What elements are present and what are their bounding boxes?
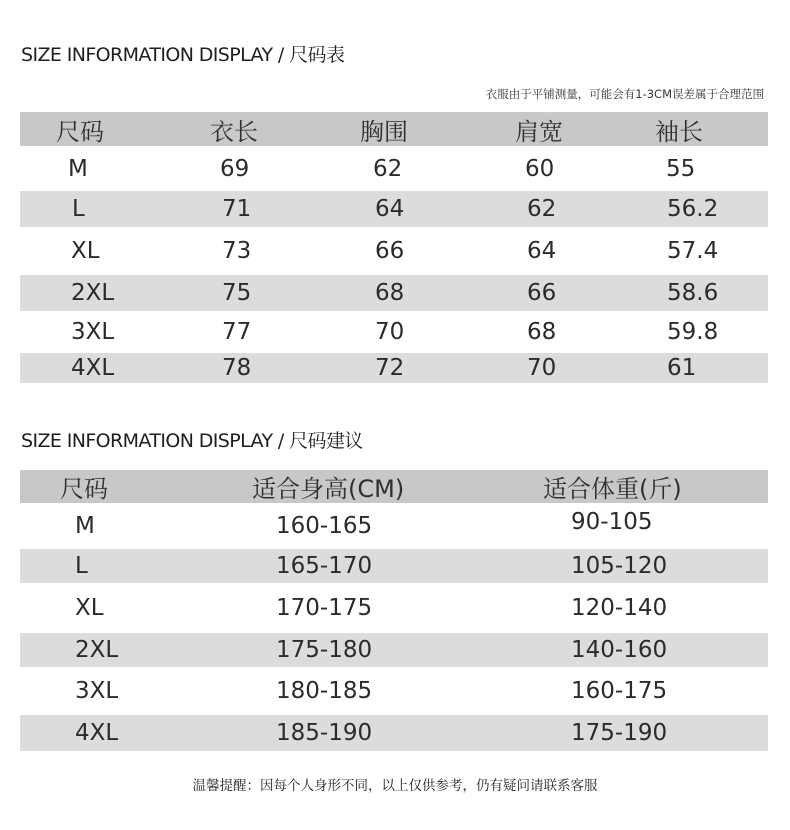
- cell-size: 4XL: [71, 355, 115, 381]
- suggest-table-header-row: [20, 470, 768, 503]
- cell-height: 175-180: [276, 637, 373, 663]
- cell-size: 3XL: [75, 678, 119, 704]
- cell-shoulder: 66: [527, 280, 557, 306]
- header-size: 尺码: [56, 117, 104, 146]
- cell-chest: 68: [375, 280, 405, 306]
- header-length: 衣长: [210, 117, 258, 146]
- measurement-note: 衣服由于平铺测量，可能会有1-3CM误差属于合理范围: [485, 87, 764, 101]
- cell-sleeve: 56.2: [667, 196, 719, 222]
- cell-size: M: [68, 155, 88, 182]
- cell-weight: 175-190: [571, 720, 668, 746]
- cell-chest: 70: [375, 319, 405, 345]
- table-row: [20, 146, 768, 191]
- header-chest: 胸围: [360, 117, 408, 146]
- cell-shoulder: 70: [527, 355, 557, 381]
- cell-sleeve: 59.8: [667, 319, 719, 345]
- cell-sleeve: 55: [666, 155, 696, 182]
- table-row: [20, 311, 768, 353]
- header-weight: 适合体重(斤): [543, 475, 682, 503]
- cell-length: 78: [222, 355, 252, 381]
- table-row: [20, 191, 768, 227]
- size-table: [20, 112, 768, 383]
- cell-size: M: [75, 513, 95, 539]
- cell-size: 3XL: [71, 319, 115, 345]
- cell-length: 75: [222, 280, 252, 306]
- cell-chest: 64: [375, 196, 405, 222]
- table-row: [20, 353, 768, 383]
- header-sleeve: 袖长: [655, 117, 703, 146]
- cell-height: 170-175: [276, 595, 373, 621]
- cell-chest: 62: [373, 155, 403, 182]
- cell-height: 165-170: [276, 553, 373, 579]
- header-height: 适合身高(CM): [252, 475, 405, 503]
- cell-height: 185-190: [276, 720, 373, 746]
- table-row: [20, 549, 768, 583]
- cell-sleeve: 58.6: [667, 280, 719, 306]
- cell-sleeve: 57.4: [667, 238, 719, 264]
- cell-weight: 90-105: [571, 509, 653, 535]
- header-shoulder: 肩宽: [515, 117, 563, 146]
- cell-chest: 72: [375, 355, 405, 381]
- cell-size: XL: [75, 595, 104, 621]
- cell-sleeve: 61: [667, 355, 697, 381]
- table-row: [20, 667, 768, 715]
- cell-shoulder: 68: [527, 319, 557, 345]
- cell-weight: 160-175: [571, 678, 668, 704]
- cell-weight: 105-120: [571, 553, 668, 579]
- cell-size: L: [72, 196, 85, 222]
- table-row: [20, 275, 768, 311]
- cell-size: L: [75, 553, 88, 579]
- suggest-table: [20, 470, 768, 751]
- cell-height: 160-165: [276, 513, 373, 539]
- cell-size: 2XL: [71, 280, 115, 306]
- size-table-header-row: [20, 112, 768, 146]
- cell-size: 4XL: [75, 720, 119, 746]
- cell-size: 2XL: [75, 637, 119, 663]
- cell-shoulder: 60: [525, 155, 555, 182]
- header-size: 尺码: [60, 475, 108, 503]
- suggest-table-title: SIZE INFORMATION DISPLAY / 尺码建议: [21, 430, 363, 452]
- table-row: [20, 583, 768, 633]
- cell-height: 180-185: [276, 678, 373, 704]
- cell-length: 77: [222, 319, 252, 345]
- table-row: [20, 503, 768, 549]
- table-row: [20, 227, 768, 275]
- cell-length: 73: [222, 238, 252, 264]
- cell-shoulder: 64: [527, 238, 557, 264]
- cell-chest: 66: [375, 238, 405, 264]
- footer-reminder: 温馨提醒：因每个人身形不同，以上仅供参考，仍有疑问请联系客服: [192, 778, 598, 794]
- cell-length: 71: [222, 196, 252, 222]
- cell-size: XL: [71, 238, 100, 264]
- cell-weight: 120-140: [571, 595, 668, 621]
- cell-shoulder: 62: [527, 196, 557, 222]
- table-row: [20, 715, 768, 751]
- cell-length: 69: [220, 155, 250, 182]
- cell-weight: 140-160: [571, 637, 668, 663]
- size-table-title: SIZE INFORMATION DISPLAY / 尺码表: [21, 44, 345, 66]
- table-row: [20, 633, 768, 667]
